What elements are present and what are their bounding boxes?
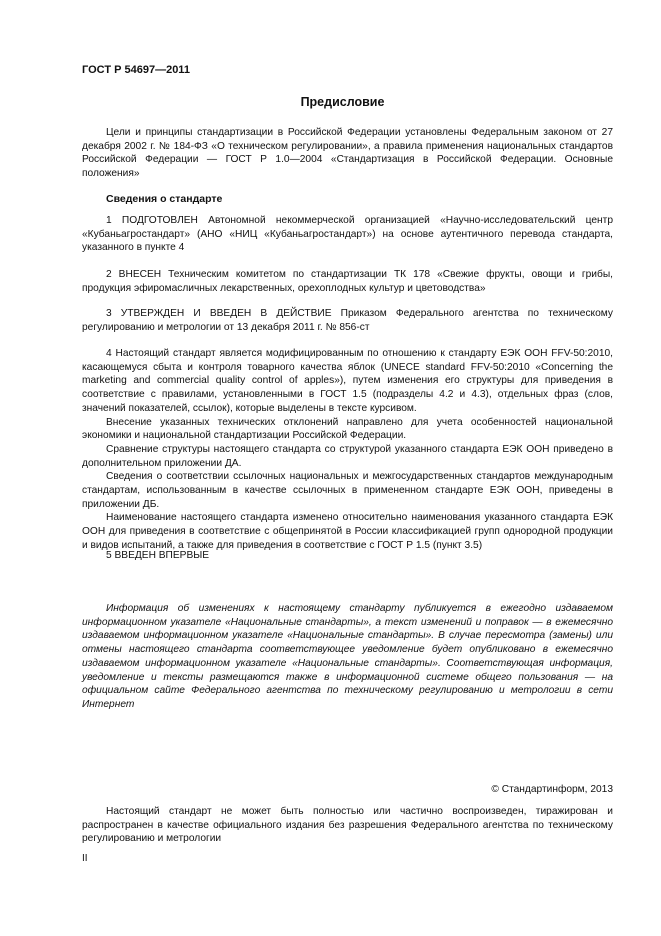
reproduction-notice-text: Настоящий стандарт не может быть полностью или частично воспроизведен, тиражирован и распространен в качестве официального издания без разрешения Федерального агентства по техническому регулированию и метрологии (82, 806, 613, 845)
item-4 (82, 347, 613, 553)
item-5-text: 5 ВВЕДЕН ВПЕРВЫЕ (106, 550, 210, 561)
intro-paragraph: Цели и принципы стандартизации в Российской Федерации установлены Федеральным законом от 27 декабря 2002 г. № 184-ФЗ «О техническом регулировании», а правила применения национальных стандартов Российской Федерации — ГОСТ Р 1.0—2004 «Стандартизация в Российской Федерации. Основные положения» (82, 127, 613, 180)
item-1-text: 1 ПОДГОТОВЛЕН Автономной некоммерческой организацией «Научно-исследовательский центр «Кубаньагростандарт» (АНО «НИЦ «Кубаньагростандарт») на основе аутентичного перевода стандарта, указанного в пункте 4 (82, 215, 613, 254)
copyright: © Стандартинформ, 2013 (491, 784, 613, 795)
section-title: Сведения о стандарте (106, 193, 223, 205)
item-4-paragraph: Наименование настоящего стандарта изменено относительно наименования указанного стандарта ЕЭК ООН для приведения в соответствие с общепринятой в России классификацией групп однородной продукции и видов испытаний, а также для приведения в соответствие с ГОСТ Р 1.5 (пункт 3.5) (82, 512, 613, 551)
page-number: II (82, 853, 88, 864)
info-notice (82, 602, 613, 712)
item-2 (82, 268, 613, 295)
reproduction-notice (82, 805, 613, 846)
item-2-text: 2 ВНЕСЕН Техническим комитетом по стандартизации ТК 178 «Свежие фрукты, овощи и грибы, продукция эфиромасличных лекарственных, орехоплодных культур и цветоводства» (82, 269, 613, 294)
intro-block (82, 126, 613, 181)
item-4-paragraph: 4 Настоящий стандарт является модифицированным по отношению к стандарту ЕЭК ООН FFV-50:2010, касающемуся сбыта и контроля товарного качества яблок (UNECE standard FFV-50:2010 «Concerning the marketing and commercial quality control of apples»), путем изменения его структуры для приведения в соответствие с правилами, установленными в ГОСТ 1.5 (подразделы 4.2 и 4.3), отдельных фраз (слов, значений показателей, ссылок), которые выделены в тексте курсивом. (82, 348, 613, 414)
item-1 (82, 214, 613, 255)
item-3 (82, 307, 613, 334)
item-3-text: 3 УТВЕРЖДЕН И ВВЕДЕН В ДЕЙСТВИЕ Приказом Федерального агентства по техническому регулированию и метрологии от 13 декабря 2011 г. № 856-ст (82, 308, 613, 333)
item-5 (82, 549, 613, 563)
info-notice-text: Информация об изменениях к настоящему стандарту публикуется в ежегодно издаваемом информационном указателе «Национальные стандарты», а текст изменений и поправок — в ежемесячно издаваемом информационном указателе «Национальные стандарты». В случае пересмотра (замены) или отмены настоящего стандарта соответствующее уведомление будет опубликовано в ежемесячно издаваемом информационном указателе «Национальные стандарты». Соответствующая информация, уведомление и тексты размещаются также в информационной системе общего пользования — на официальном сайте Федерального агентства по техническому регулированию и метрологии в сети Интернет (82, 603, 613, 710)
document-code: ГОСТ Р 54697—2011 (82, 64, 190, 76)
page-title: Предисловие (300, 95, 385, 109)
item-4-paragraph: Сведения о соответствии ссылочных национальных и межгосударственных стандартов международным стандартам, использованным в качестве ссылочных в примененном стандарте ЕЭК ООН, приведены в приложении ДБ. (82, 471, 613, 510)
item-4-paragraph: Сравнение структуры настоящего стандарта со структурой указанного стандарта ЕЭК ООН приведено в дополнительном приложении ДА. (82, 443, 613, 469)
item-4-paragraph: Внесение указанных технических отклонений направлено для учета особенностей национальной экономики и национальной стандартизации Российской Федерации. (82, 416, 613, 442)
